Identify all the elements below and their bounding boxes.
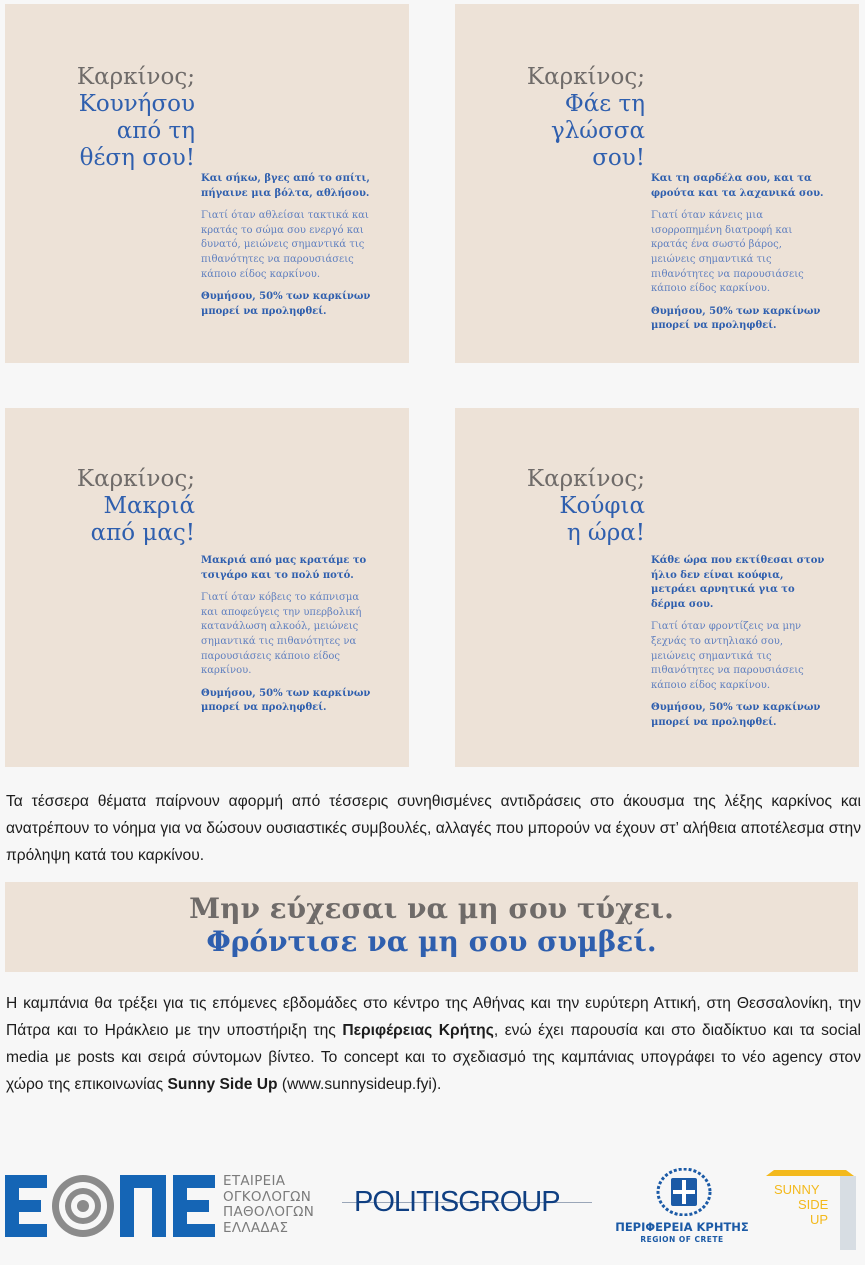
campaign-card-smoke — [5, 408, 409, 767]
sunny-line: UP — [810, 1212, 829, 1227]
slogan-line-1: Μην εύχεσαι να μη σου τύχει. — [189, 892, 674, 925]
eope-logo — [5, 1172, 335, 1242]
card-heading-block — [5, 64, 195, 172]
card-subheading-line: σου! — [592, 145, 645, 171]
card-subheading-line: Κουνήσου — [78, 91, 195, 117]
eope-name-line: ΕΤΑΙΡΕΙΑ — [223, 1173, 286, 1189]
region-crete-logo — [612, 1168, 752, 1248]
paragraph-bold-agency: Sunny Side Up — [167, 1076, 278, 1093]
eope-mark-icon — [5, 1172, 215, 1240]
sunny-line: SUNNY — [774, 1182, 820, 1197]
sunny-line: SIDE — [798, 1197, 829, 1212]
campaign-card-move — [5, 4, 409, 363]
card-text: Γιατί όταν αθλείσαι τακτικά και κρατάς το σώμα σου ενεργό και δυνατό, μειώνεις σημαντικά τις πιθανότητες να παρουσιάσεις κάποιο είδος καρκίνου. — [201, 210, 369, 280]
card-text: Γιατί όταν κόβεις το κάπνισμα και αποφεύγεις την υπερβολική κατανάλωση αλκοόλ, μειώνεις σημαντικά τις πιθανότητες να παρουσιάσεις κάποιο είδος καρκίνου. — [201, 592, 362, 677]
card-subheading-line: γλώσσα — [550, 118, 645, 144]
card-reminder: Θυμήσου, 50% των καρκίνων μπορεί να προληφθεί. — [201, 687, 371, 714]
card-subheading-line: Φάε τη — [564, 91, 645, 117]
card-lead: Μακριά από μας κρατάμε το τσιγάρο και το πολύ ποτό. — [201, 555, 367, 581]
card-body — [651, 554, 829, 731]
politis-group-text: POLITISGROUP — [354, 1186, 560, 1218]
card-lead: Και σήκω, βγες από το σπίτι, πήγαινε μια βόλτα, αθλήσου. — [201, 173, 370, 199]
eope-name-line: ΕΛΛΑΔΑΣ — [223, 1219, 289, 1236]
campaign-paragraph — [6, 990, 861, 1098]
card-reminder: Θυμήσου, 50% των καρκίνων μπορεί να προληφθεί. — [651, 702, 821, 728]
campaign-card-sun — [455, 408, 859, 767]
card-subheading-line: η ώρα! — [566, 520, 645, 546]
card-heading-block — [455, 466, 645, 547]
card-heading: Καρκίνος; — [526, 466, 645, 492]
card-heading-block — [455, 64, 645, 172]
card-lead: Και τη σαρδέλα σου, και τα φρούτα και τα λαχανικά σου. — [651, 173, 824, 199]
card-text: Γιατί όταν φροντίζεις να μην ξεχνάς το αντηλιακό σου, μειώνεις σημαντικά τις πιθανότητες να παρουσιάσεις κάποιο είδος καρκίνου. — [651, 621, 804, 691]
paragraph-text: Η καμπάνια θα τρέξει για τις επόμενες εβδομάδες στο κέντρο της Αθήνας και την ευρύτερη Αττική, στη Θεσσαλονίκη, την Πάτρα και το Ηράκλειο με την υποστήριξη της — [6, 995, 861, 1039]
eope-name-line: ΟΓΚΟΛΟΓΩΝ — [223, 1188, 312, 1205]
eope-name-line: ΠΑΘΟΛΟΓΩΝ — [223, 1204, 315, 1220]
slogan-banner — [5, 882, 858, 972]
intro-paragraph: Τα τέσσερα θέματα παίρνουν αφορμή από τέσσερις συνηθισμένες αντιδράσεις στο άκουσμα της λέξης καρκίνος και ανατρέπουν το νόημα για να δώσουν ουσιαστικές συμβουλές, αλλαγές που μπορούν να έχουν στ’ αλήθεια αποτέλεσμα στην πρόληψη κατά του καρκίνου. — [6, 793, 861, 864]
card-heading-block — [5, 466, 195, 547]
card-heading: Καρκίνος; — [76, 466, 195, 492]
card-text: Γιατί όταν κάνεις μια ισορροπημένη διατροφή και κρατάς ένα σωστό βάρος, μειώνεις σημαντικά τις πιθανότητες να παρουσιάσεις κάποιο είδος καρκίνου. — [651, 210, 804, 295]
paragraph-text: , ενώ έχει παρουσία και στο διαδίκτυο και τα social media με posts και σειρά σύντομων βίντεο. Το concept και το σχεδιασμό της καμπάνιας υπογράφει το νέο agency στον χώρο της επικοινωνίας — [6, 1022, 861, 1093]
sunny-side-up-text — [774, 1182, 828, 1227]
card-body — [201, 554, 379, 716]
paragraph-bold-region: Περιφέρειας Κρήτης — [342, 1022, 494, 1039]
region-crete-name: ΠΕΡΙΦΕΡΕΙΑ ΚΡΗΤΗΣ — [615, 1220, 749, 1234]
card-subheading-line: Κούφια — [559, 493, 645, 519]
card-body — [651, 172, 829, 334]
slogan-line-2: Φρόντισε να μη σου συμβεί. — [206, 925, 657, 958]
paragraph-text: (www.sunnysideup.fyi). — [277, 1076, 442, 1093]
card-lead: Κάθε ώρα που εκτίθεσαι στον ήλιο δεν είναι κούφια, μετράει αρνητικά για το δέρμα σου. — [651, 555, 825, 610]
card-body — [201, 172, 379, 319]
card-subheading-line: Μακριά — [103, 493, 195, 519]
campaign-card-eat — [455, 4, 859, 363]
card-reminder: Θυμήσου, 50% των καρκίνων μπορεί να προληφθεί. — [651, 305, 821, 332]
greek-emblem-icon — [656, 1168, 712, 1216]
card-subheading-line: θέση σου! — [79, 145, 195, 171]
sunny-side-up-logo — [766, 1170, 860, 1254]
card-reminder: Θυμήσου, 50% των καρκίνων μπορεί να προληφθεί. — [201, 291, 371, 317]
region-crete-subname: REGION OF CRETE — [640, 1235, 724, 1244]
eope-name — [223, 1174, 314, 1236]
card-heading: Καρκίνος; — [526, 64, 645, 90]
card-subheading-line: από τη — [116, 118, 195, 144]
card-subheading-line: από μας! — [90, 520, 195, 546]
card-heading: Καρκίνος; — [76, 64, 195, 90]
politis-group-logo — [342, 1184, 592, 1228]
